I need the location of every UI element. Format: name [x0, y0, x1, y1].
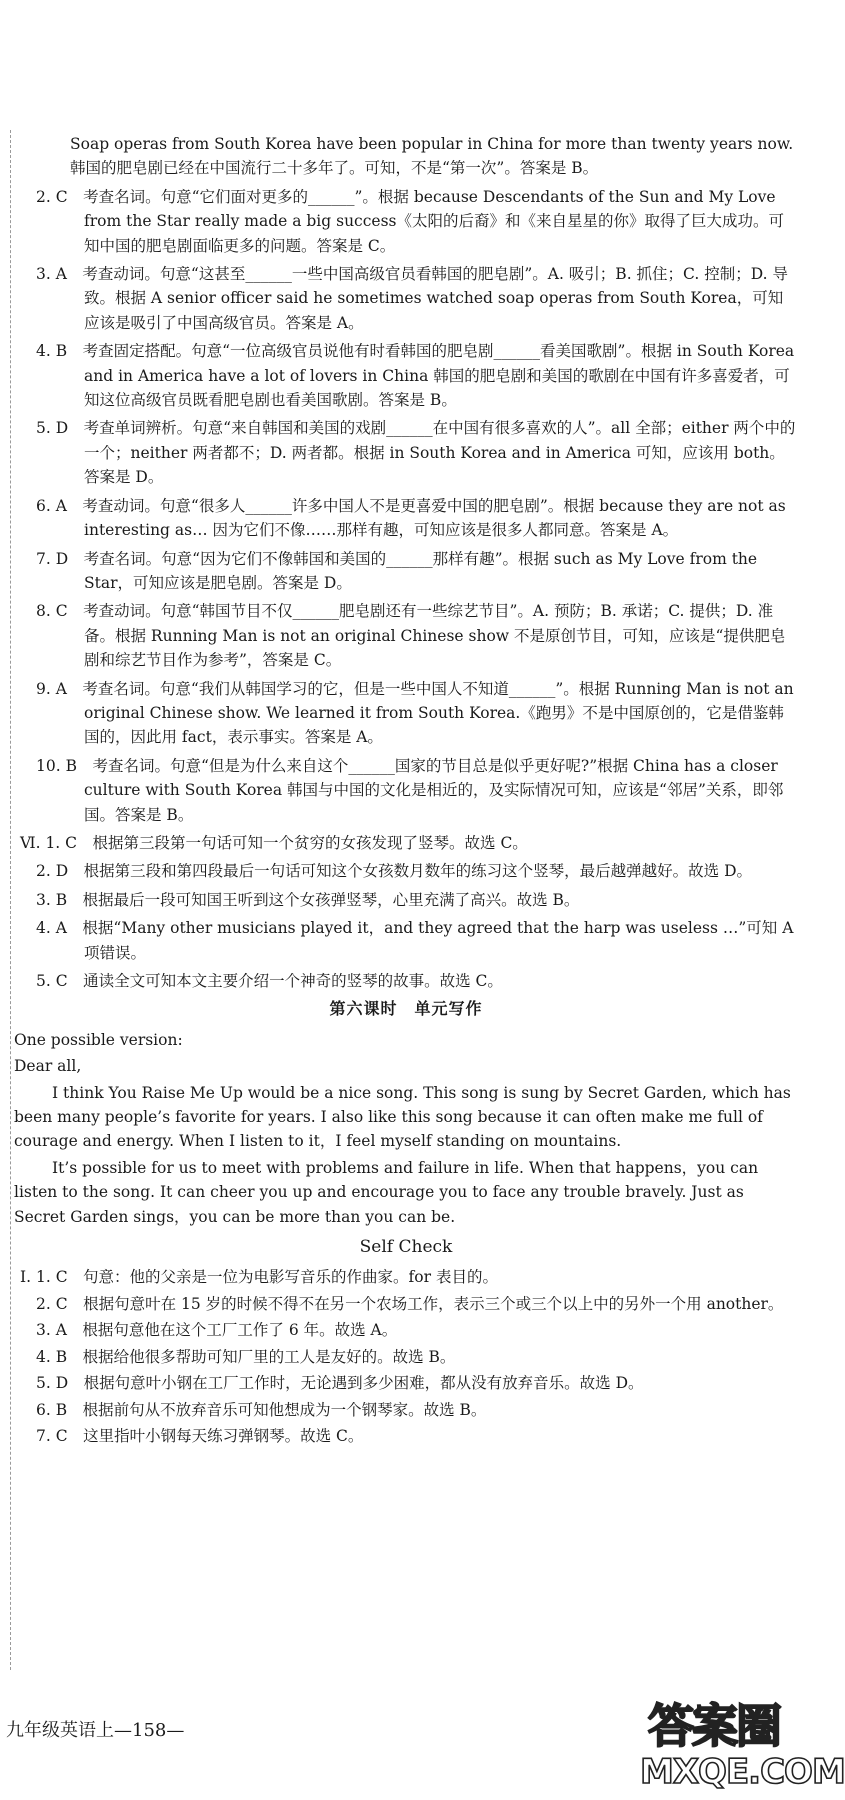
essay-label: One possible version:	[14, 1030, 183, 1049]
answer-item: 3. A 考查动词。句意“这甚至______一些中国高级官员看韩国的肥皂剧”。A. 吸引；B. 抓住；C. 控制；D. 导致。根据 A senior officer said he sometimes watched soap operas from South Korea，可知应该是吸引了中国高级官员。答案是 A。	[36, 265, 788, 332]
answer-item: 2. C 根据句意叶在 15 岁的时候不得不在另一个农场工作，表示三个或三个以上中的另外一个用 another。	[36, 1294, 784, 1313]
self-check-heading: Self Check	[359, 1237, 453, 1258]
answer-item: 8. C 考查动词。句意“韩国节目不仅______肥皂剧还有一些综艺节目”。A. 预防；B. 承诺；C. 提供；D. 准备。根据 Running Man is not an original Chinese show 不是原创节目，可知，应该是“提供肥皂剧和综艺节目作为参考”，答案是 C。	[36, 602, 786, 670]
answer-item: 7. C 这里指叶小钢每天练习弹钢琴。故选 C。	[36, 1426, 364, 1445]
watermark-domain: MXQE.COM	[640, 1752, 845, 1792]
answer-item: 4. A 根据“Many other musicians played it，and they agreed that the harp was useless …”可知 A 项错误。	[36, 919, 794, 962]
answer-content	[14, 132, 798, 1450]
paragraph: Soap operas from South Korea have been popular in China for more than twenty years now. 韩国的肥皂剧已经在中国流行二十多年了。可知，不是“第一次”。答案是 B。	[70, 135, 794, 178]
page-footer: 九年级英语上—158—	[6, 1720, 185, 1741]
answer-item: 4. B 考查固定搭配。句意“一位高级官员说他有时看韩国的肥皂剧______看美国歌剧”。根据 in South Korea and in America have a lot of lovers in China 韩国的肥皂剧和美国的歌剧在中国有许多喜爱者，可知这位高级官员既看肥皂剧也看美国歌剧。答案是 B。	[36, 342, 795, 410]
answer-item: 5. D 根据句意叶小钢在工厂工作时，无论遇到多少困难，都从没有放弃音乐。故选 D。	[36, 1374, 644, 1393]
essay-salutation: Dear all,	[14, 1057, 82, 1076]
answer-item: 5. D 考查单词辨析。句意“来自韩国和美国的戏剧______在中国有很多喜欢的人”。all 全部；either 两个中的一个；neither 两者都不；D. 两者都。根据 in South Korea and in America 可知，应该用 both。答案是 D。	[36, 419, 796, 487]
answer-item: 7. D 考查名词。句意“因为它们不像韩国和美国的______那样有趣”。根据 such as My Love from the Star，可知应该是肥皂剧。答案是 D。	[36, 549, 758, 592]
answer-item: 6. B 根据前句从不放弃音乐可知他想成为一个钢琴家。故选 B。	[36, 1400, 487, 1419]
answer-item: 2. D 根据第三段和第四段最后一句话可知这个女孩数月数年的练习这个竖琴，最后越弹越好。故选 D。	[36, 862, 753, 881]
answer-item: 6. A 考查动词。句意“很多人______许多中国人不是更喜爱中国的肥皂剧”。根据 because they are not as interesting as… 因为它们不像……那样有趣，可知应该是很多人都同意。答案是 A。	[36, 496, 786, 540]
answer-item: 2. C 考查名词。句意“它们面对更多的______”。根据 because Descendants of the Sun and My Love from the Star really made a big success《太阳的后裔》和《来自星星的你》取得了巨大成功。可知中国的肥皂剧面临更多的问题。答案是 C。	[36, 187, 784, 255]
answer-item: 3. A 根据句意他在这个工厂工作了 6 年。故选 A。	[36, 1321, 398, 1340]
answer-item: 3. B 根据最后一段可知国王听到这个女孩弹竖琴，心里充满了高兴。故选 B。	[36, 890, 580, 909]
answer-item: 10. B 考查名词。句意“但是为什么来自这个______国家的节目总是似乎更好呢?”根据 China has a closer culture with South Korea 韩国与中国的文化是相近的，及实际情况可知，应该是“邻居”关系，即邻国。答案是 B。	[36, 756, 784, 824]
section-i-item: Ⅰ. 1. C 句意：他的父亲是一位为电影写音乐的作曲家。for 表目的。	[20, 1268, 498, 1287]
lesson-heading: 第六课时 单元写作	[329, 999, 483, 1019]
essay-paragraph: I think You Raise Me Up would be a nice song. This song is sung by Secret Garden, which has been many people’s favorite for years. I also like this song because it can often make me full of courage and energy. When I listen to it，I feel myself standing on mountains.	[14, 1083, 791, 1151]
answer-item: 4. B 根据给他很多帮助可知厂里的工人是友好的。故选 B。	[36, 1347, 456, 1366]
answer-item: 9. A 考查名词。句意“我们从韩国学习的它，但是一些中国人不知道______”。根据 Running Man is not an original Chinese show. We learned it from South Korea.《跑男》不是中国原创的，它是借鉴韩国的，因此用 fact，表示事实。答案是 A。	[36, 679, 794, 747]
section-vi-item: Ⅵ. 1. C 根据第三段第一句话可知一个贫穷的女孩发现了竖琴。故选 C。	[20, 833, 528, 852]
watermark-logo-text: 答案圈	[648, 1699, 780, 1753]
answer-item: 5. C 通读全文可知本文主要介绍一个神奇的竖琴的故事。故选 C。	[36, 972, 503, 990]
site-watermark	[640, 1690, 845, 1794]
margin-dashed-rule	[10, 130, 11, 1670]
essay-paragraph: It’s possible for us to meet with problems and failure in life. When that happens，you can listen to the song. It can cheer you up and encourage you to face any trouble bravely. Just as Secret Garden sings，you can be more than you can be.	[14, 1158, 759, 1226]
